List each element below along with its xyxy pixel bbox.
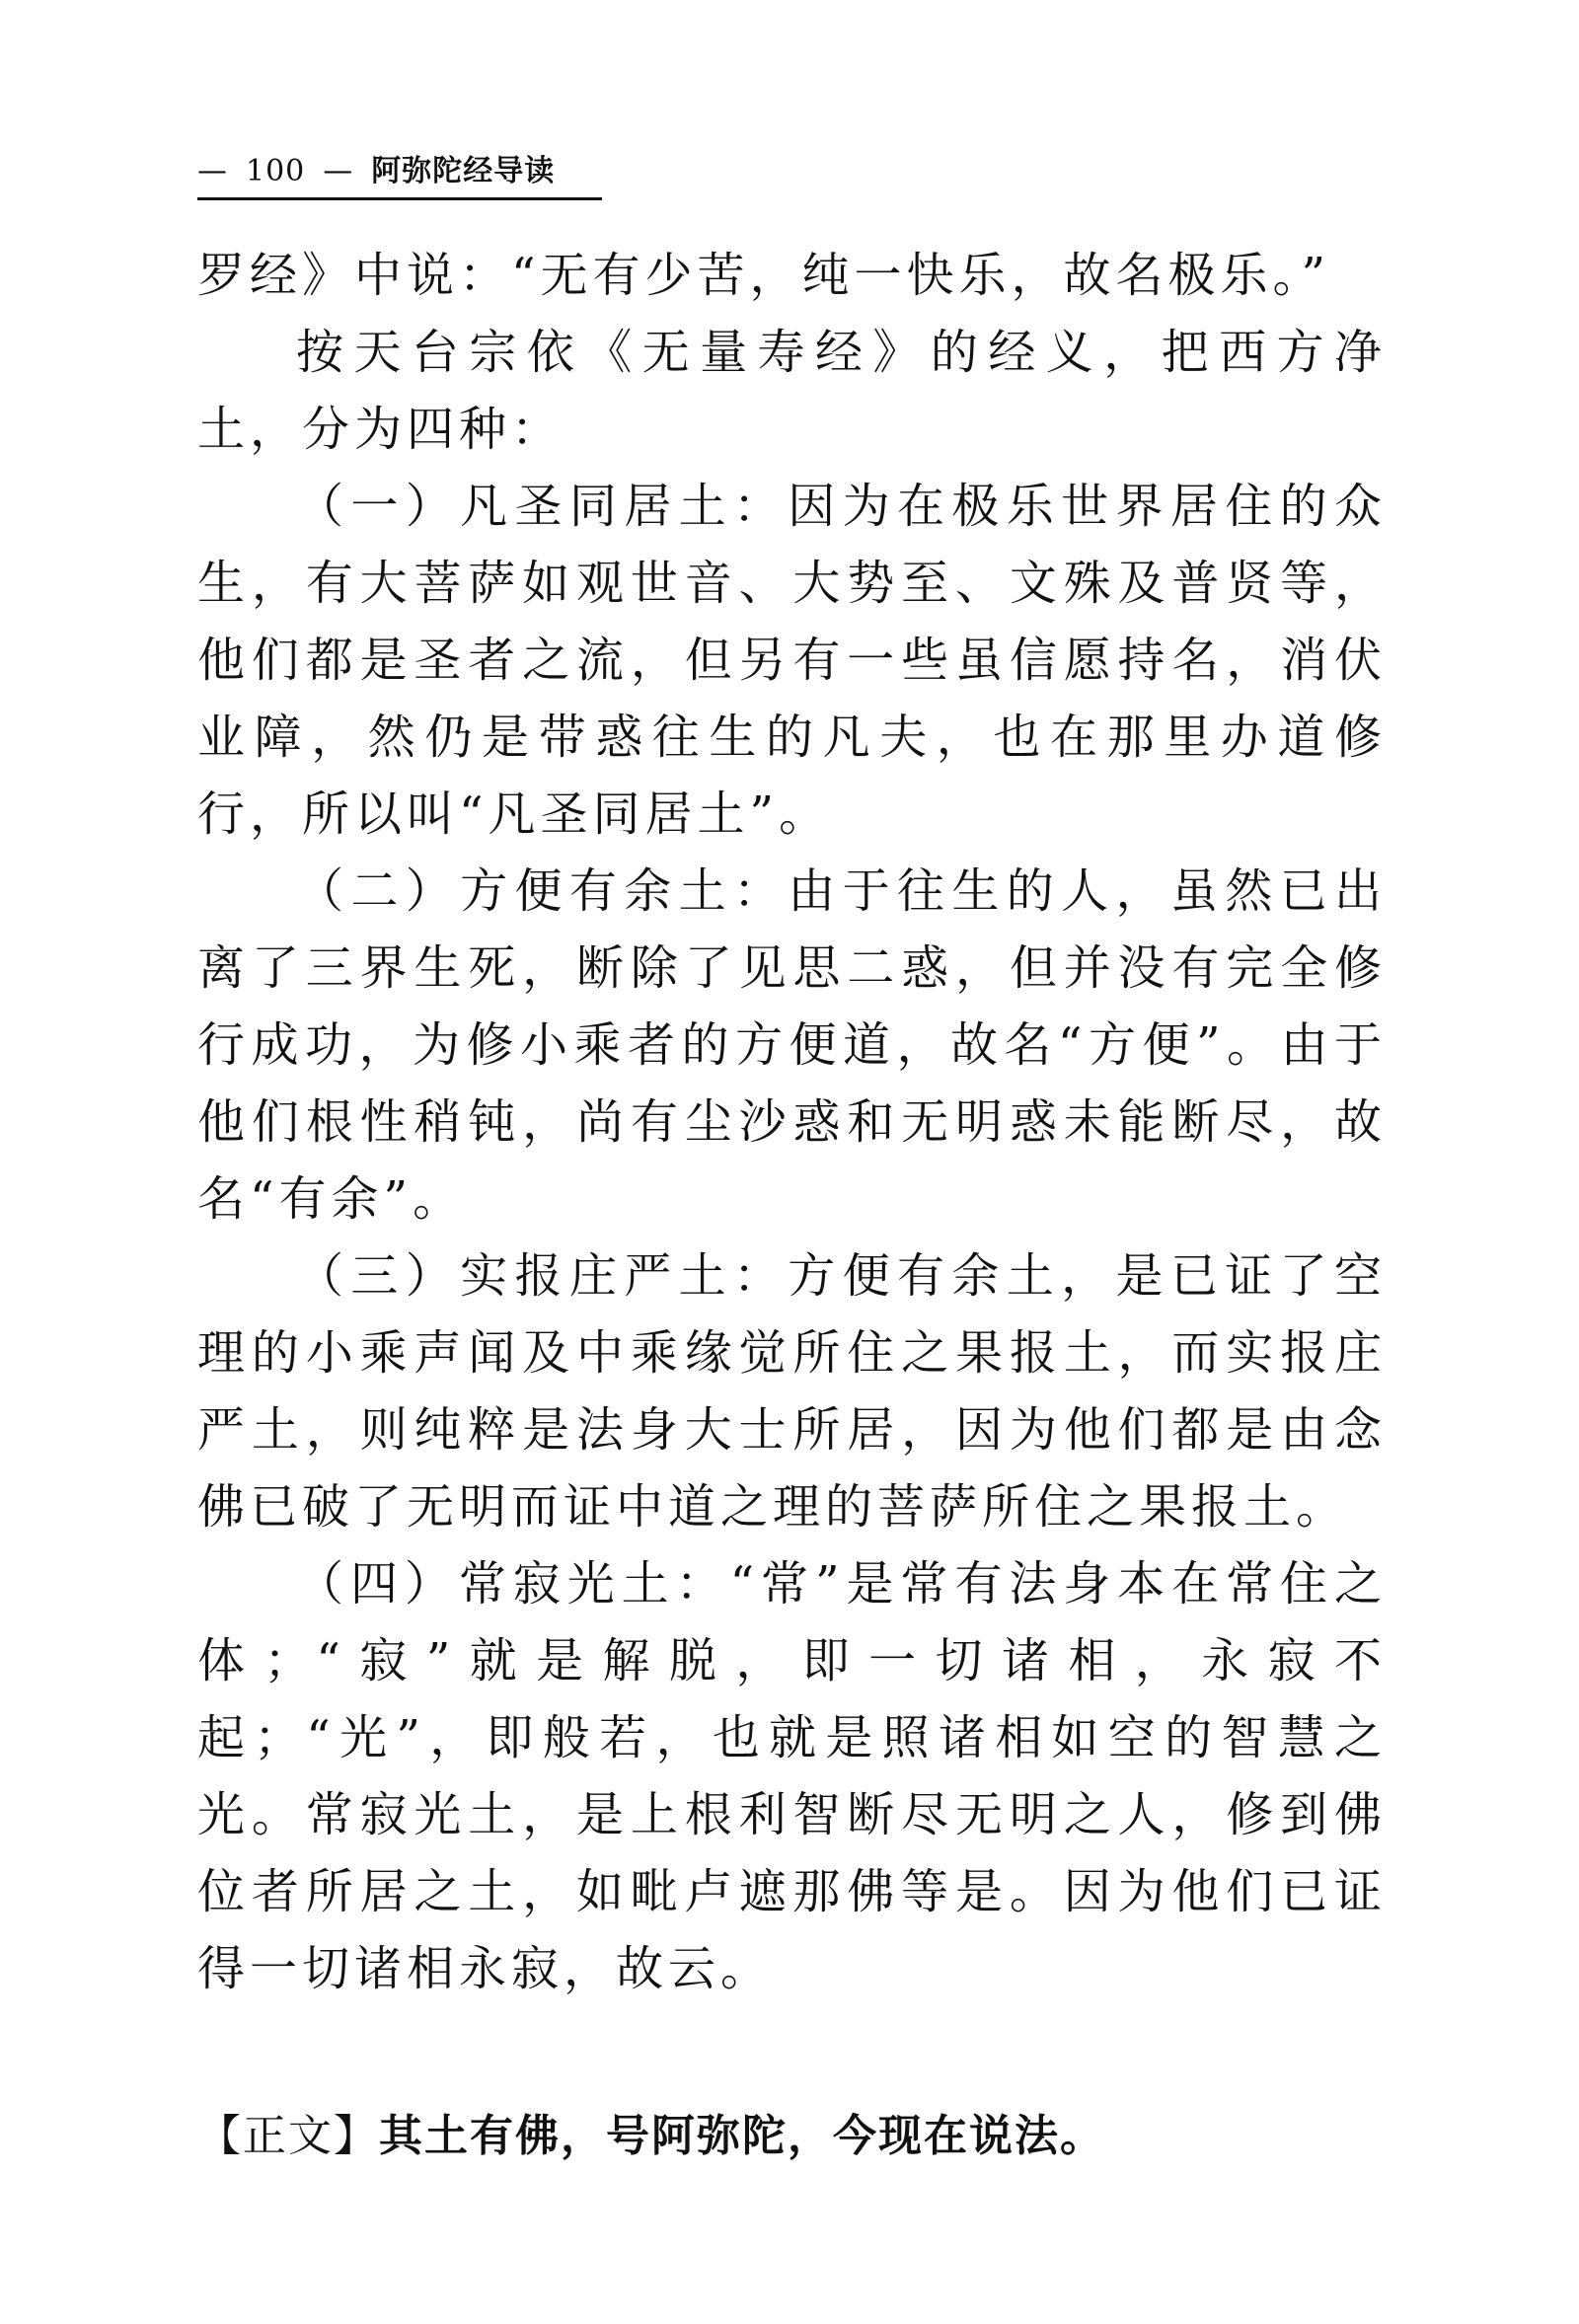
zhengwen-text: 其土有佛，号阿弥陀，今现在说法。 bbox=[379, 2111, 1105, 2161]
running-header bbox=[197, 150, 602, 193]
body-text bbox=[197, 237, 1387, 2007]
main-text-quote bbox=[197, 2102, 1387, 2171]
header-rule bbox=[197, 197, 602, 200]
paragraph-three: （三）实报庄严土：方便有余土，是已证了空理的小乘声闻及中乘缘觉所住之果报土，而实报庄严土，则纯粹是法身大士所居，因为他们都是由念佛已破了无明而证中道之理的菩萨所住之果报土。 bbox=[197, 1248, 1387, 1535]
paragraph-four: （四）常寂光土：“常”是常有法身本在常住之体；“寂”就是解脱，即一切诸相，永寂不起；“光”，即般若，也就是照诸相如空的智慧之光。常寂光土，是上根利智断尽无明之人，修到佛位者所居之土，如毗卢遮那佛等是。因为他们已证得一切诸相永寂，故云。 bbox=[197, 1556, 1387, 1996]
header-dash-right: — bbox=[323, 154, 354, 188]
paragraph-one: （一）凡圣同居土：因为在极乐世界居住的众生，有大菩萨如观世音、大势至、文殊及普贤等，他们都是圣者之流，但另有一些虽信愿持名，消伏业障，然仍是带惑往生的凡夫，也在那里办道修行，所以叫“凡圣同居土”。 bbox=[197, 479, 1387, 842]
paragraph-intro: 按天台宗依《无量寿经》的经义，把西方净土，分为四种： bbox=[197, 325, 1387, 457]
paragraph-continuation: 罗经》中说：“无有少苦，纯一快乐，故名极乐。” bbox=[197, 248, 1331, 303]
book-title: 阿弥陀经导读 bbox=[371, 154, 556, 188]
header-dash-left: — bbox=[197, 154, 228, 188]
page-number: 100 bbox=[246, 154, 306, 188]
paragraph-two: （二）方便有余土：由于往生的人，虽然已出离了三界生死，断除了见思二惑，但并没有完全修行成功，为修小乘者的方便道，故名“方便”。由于他们根性稍钝，尚有尘沙惑和无明惑未能断尽，故名“有余”。 bbox=[197, 863, 1387, 1227]
zhengwen-tag: 【正文】 bbox=[197, 2111, 379, 2161]
